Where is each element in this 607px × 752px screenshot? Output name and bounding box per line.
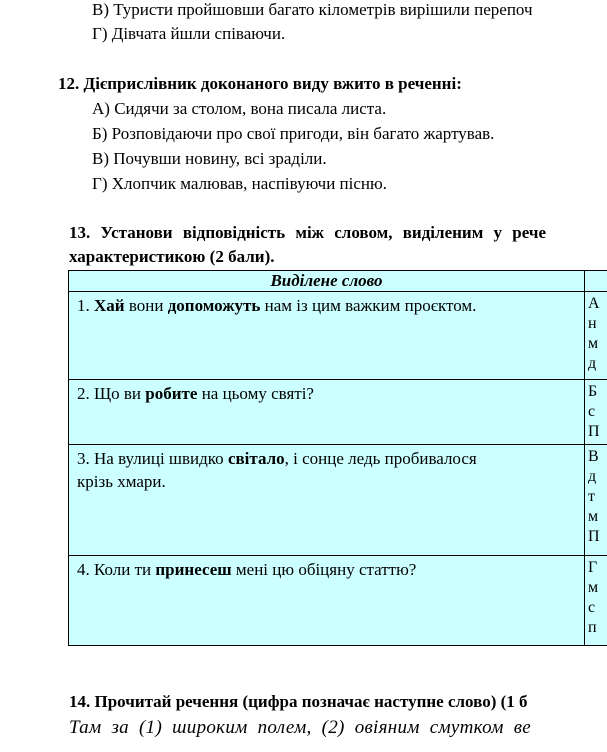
table-row	[69, 556, 607, 646]
question-12-option-g: Г) Хлопчик малював, наспівуючи пісню.	[92, 174, 387, 193]
question-14-title: 14. Прочитай речення (цифра позначає наступне слово) (1 б	[69, 692, 528, 711]
question-13-title: 13. Установи відповідність між словом, виділеним у рече	[69, 223, 546, 242]
question-12-option-b: Б) Розповідаючи про свої пригоди, він багато жартував.	[92, 124, 495, 143]
table-cell-sentence: 2. Що ви робите на цьому святі?	[69, 380, 585, 445]
table-row	[69, 445, 607, 556]
table-cell-sentence: 3. На вулиці швидко світало, і сонце ледь пробивалося крізь хмари.	[69, 445, 585, 556]
question-12-option-a: А) Сидячи за столом, вона писала листа.	[92, 99, 387, 118]
question-13-title-cont: характеристикою (2 бали).	[69, 247, 275, 266]
table-row	[69, 292, 607, 380]
table-cell-answer: Б с П	[585, 380, 607, 445]
table-header-highlighted-word: Виділене слово	[69, 271, 585, 292]
table-cell-answer: В д т м П	[585, 445, 607, 556]
table-cell-sentence: 1. Хай вони допоможуть нам із цим важким проєктом.	[69, 292, 585, 380]
matching-table	[68, 270, 607, 646]
prev-option-v: В) Туристи пройшовши багато кілометрів вирішили перепоч	[92, 0, 533, 19]
question-12-option-v: В) Почувши новину, всі зраділи.	[92, 149, 327, 168]
table-cell-answer: А н м д	[585, 292, 607, 380]
table-cell-sentence: 4. Коли ти принесеш мені цю обіцяну статтю?	[69, 556, 585, 646]
table-header-right	[585, 271, 607, 292]
table-row	[69, 380, 607, 445]
question-14-text: Там за (1) широким полем, (2) овіяним смутком ве	[69, 717, 531, 738]
prev-option-g: Г) Дівчата йшли співаючи.	[92, 24, 286, 43]
table-cell-answer: Г м с п	[585, 556, 607, 646]
question-12-title: 12. Дієприслівник доконаного виду вжито в реченні:	[58, 74, 462, 93]
